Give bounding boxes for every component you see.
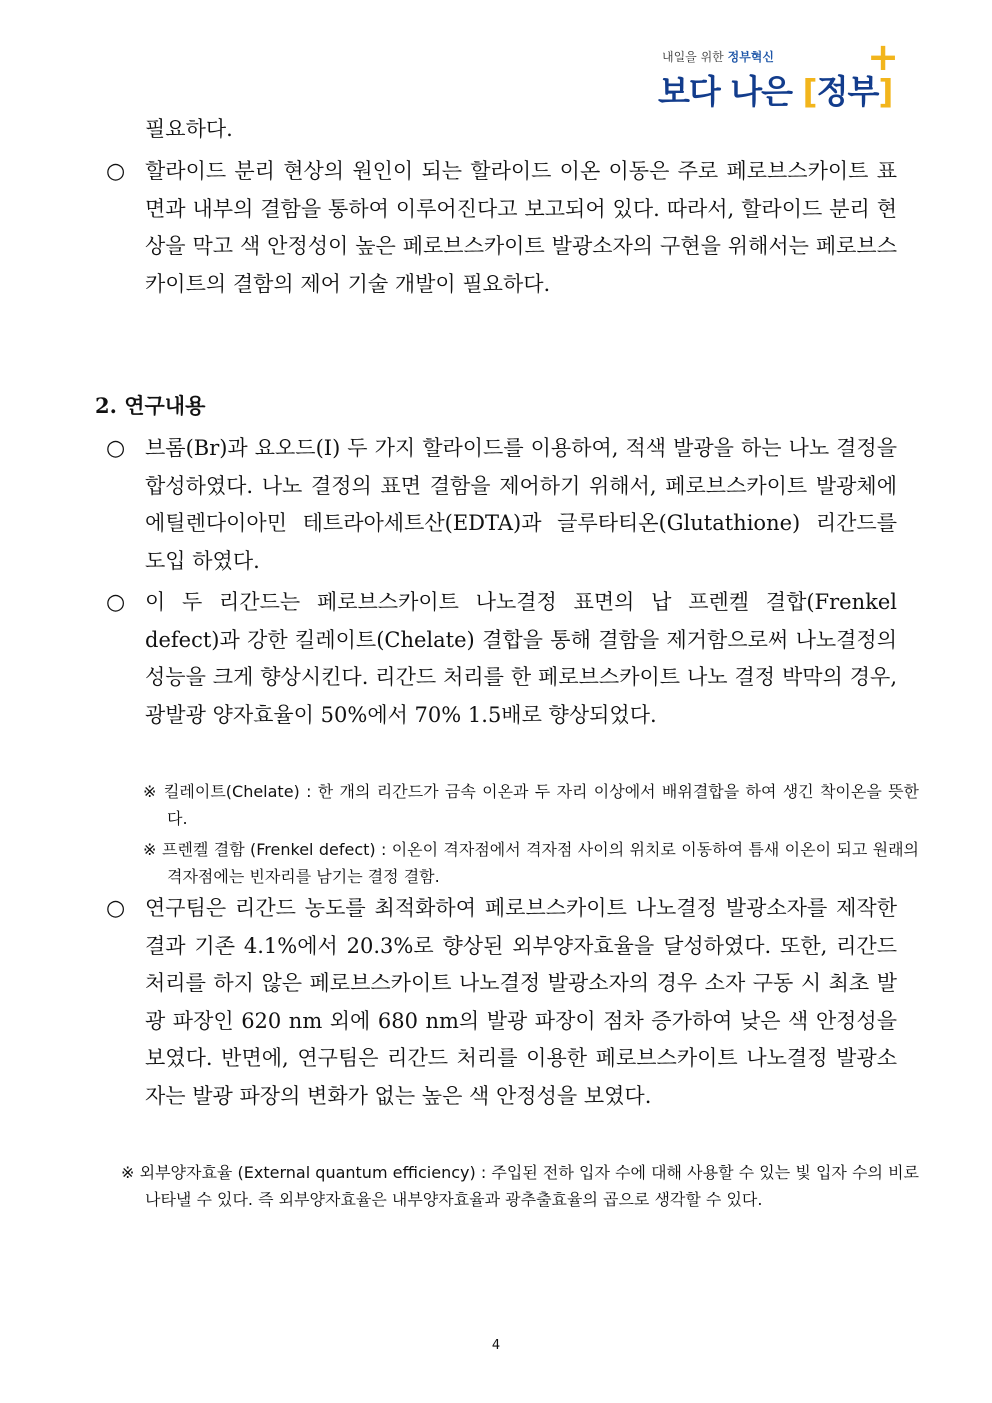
government-innovation-logo [656,35,901,120]
reference-mark: ※ [143,840,157,859]
footnote-text: 킬레이트(Chelate) : 한 개의 리간드가 금속 이온과 두 자리 이상에서 배위결합을 하여 생긴 착이온을 뜻한다. [163,782,920,828]
logo-wordmark-pre: 보다 나은 [658,72,803,111]
paragraph-device-results: 연구팀은 리간드 농도를 최적화하여 페로브스카이트 나노결정 발광소자를 제작한 결과 기존 4.1%에서 20.3%로 향상된 외부양자효율을 달성하였다. 또한, 리간드 처리를 하지 않은 페로브스카이트 나노결정 발광소자의 경우 소자 구동 시 최초 발광 파장인 620 nm 외에 680 nm의 발광 파장이 점차 증가하여 낮은 색 안정성을 보였다. 반면에, 연구팀은 리간드 처리를 이용한 페로브스카이트 나노결정 발광소자는 발광 파장의 변화가 없는 높은 색 안정성을 보였다. [145,896,897,1108]
logo-bracket-left: [ [802,72,817,111]
footnote-eqe [121,1160,919,1213]
paragraph-continuation: 필요하다. [145,117,233,141]
reference-mark: ※ [143,782,158,801]
footnote-text: 외부양자효율 (External quantum efficiency) : 주입된 전하 입자 수에 대해 사용할 수 있는 빛 입자 수의 비로 나타낼 수 있다. 즉 외부양자효율은 내부양자효율과 광추출효율의 곱으로 생각할 수 있다. [139,1163,919,1209]
logo-tagline-bold: 정부혁신 [727,50,774,64]
bullet-circle-icon: ○ [106,590,126,615]
section-title: 2. 연구내용 [95,393,206,418]
paragraph-ligand-effect: 이 두 리간드는 페로브스카이트 나노결정 표면의 납 프렌켈 결합(Frenkel defect)과 강한 킬레이트(Chelate) 결합을 통해 결함을 제거함으로써 나노결정의 성능을 크게 향상시킨다. 리간드 처리를 한 페로브스카이트 나노 결정 박막의 경우, 광발광 양자효율이 50%에서 70% 1.5배로 향상되었다. [145,590,897,727]
page-number: 4 [491,1338,501,1353]
footnote-text: 프렌켈 결함 (Frenkel defect) : 이온이 격자점에서 격자점 사이의 위치로 이동하여 틈새 이온이 되고 원래의 격자점에는 빈자리를 남기는 결정 결함. [162,840,919,886]
bullet-circle-icon: ○ [106,896,126,921]
bullet-circle-icon: ○ [106,159,126,184]
logo-tagline [662,48,774,65]
paragraph-halide-migration: 할라이드 분리 현상의 원인이 되는 할라이드 이온 이동은 주로 페로브스카이트 표면과 내부의 결함을 통하여 이루어진다고 보고되어 있다. 따라서, 할라이드 분리 현상을 막고 색 안정성이 높은 페로브스카이트 발광소자의 구현을 위해서는 페로브스카이트의 결함의 제어 기술 개발이 필요하다. [145,159,897,296]
logo-wordmark-em: 정부 [816,72,879,111]
logo-wordmark [658,66,892,113]
logo-tagline-plain: 내일을 위한 [662,50,724,64]
footnote-frenkel [143,837,919,890]
logo-bracket-right: ] [878,72,893,111]
logo-plus-icon: + [867,35,899,79]
bullet-circle-icon: ○ [106,436,126,461]
footnote-chelate [143,779,919,832]
paragraph-nanocrystal-synthesis: 브롬(Br)과 요오드(I) 두 가지 할라이드를 이용하여, 적색 발광을 하는 나노 결정을 합성하였다. 나노 결정의 표면 결함을 제어하기 위해서, 페로브스카이트 발광체에 에틸렌다이아민 테트라아세트산(EDTA)과 글루타티온(Glutathione) 리간드를 도입 하였다. [145,436,897,573]
reference-mark: ※ [121,1163,135,1182]
